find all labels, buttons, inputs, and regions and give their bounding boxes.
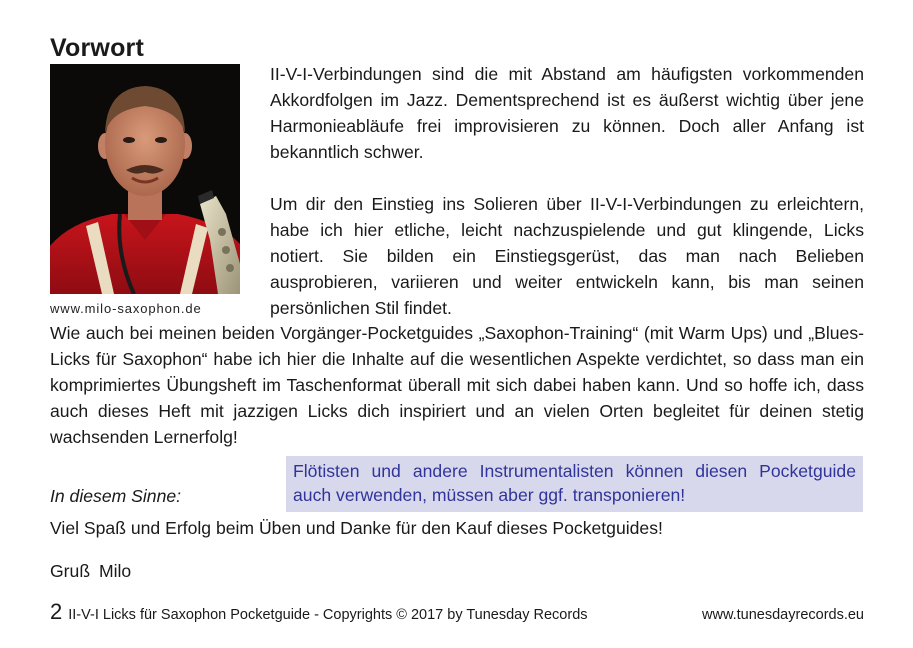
saxophonist-portrait (50, 64, 240, 294)
intro-paragraph-2: Um dir den Einstieg ins Solieren über II-V-I-Verbindungen zu erleichtern, habe ich hier etliche, leicht nachzuspielende und gut klingende, Licks notiert. Sie bilden ein Einstiegsgerüst, das man nach Belieben ausprobieren, variieren und weiter entwickeln kann, bis man seinen persönlichen Stil findet. (270, 194, 864, 318)
footer-copyright: II-V-I Licks für Saxophon Pocketguide - Copyrights © 2017 by Tunesday Records (68, 607, 588, 623)
intro-paragraph-1: II-V-I-Verbindungen sind die mit Abstand am häufigsten vorkommenden Akkordfolgen im Jazz. Dementsprechend ist es äußerst wichtig über jene Harmonieabläufe frei improvisieren zu können. Doch aller Anfang ist bekanntlich schwer. (270, 64, 864, 162)
thanks-line: Viel Spaß und Erfolg beim Üben und Danke für den Kauf dieses Pocketguides! (50, 518, 663, 538)
page-title: Vorwort (50, 34, 144, 62)
footer-url: www.tunesdayrecords.eu (702, 607, 864, 623)
signature-greeting: Gruß Milo (50, 561, 132, 581)
author-photo (50, 64, 240, 294)
note-text: Flötisten und andere Instrumentalisten können diesen Pocketguide auch verwenden, müssen aber ggf. transponieren! (293, 461, 856, 505)
instrumentalist-note-box (286, 456, 863, 512)
page-number: 2 (50, 599, 63, 624)
closing-phrase: In diesem Sinne: (50, 486, 182, 506)
photo-caption: www.milo-saxophon.de (50, 301, 202, 316)
intro-paragraph-3: Wie auch bei meinen beiden Vorgänger-Pocketguides „Saxophon-Training“ (mit Warm Ups) und „Blues-Licks für Saxophon“ habe ich hier die Inhalte auf die wesentlichen Aspekte verdichtet, so dass man ein komprimiertes Übungsheft im Taschenformat überall mit sich dabei haben kann. Und so hoffe ich, dass auch dieses Heft mit jazzigen Licks dich inspiriert und an vielen Orten begleitet für deinen stetig wachsenden Lernerfolg! (50, 323, 864, 447)
page-footer (50, 599, 864, 625)
